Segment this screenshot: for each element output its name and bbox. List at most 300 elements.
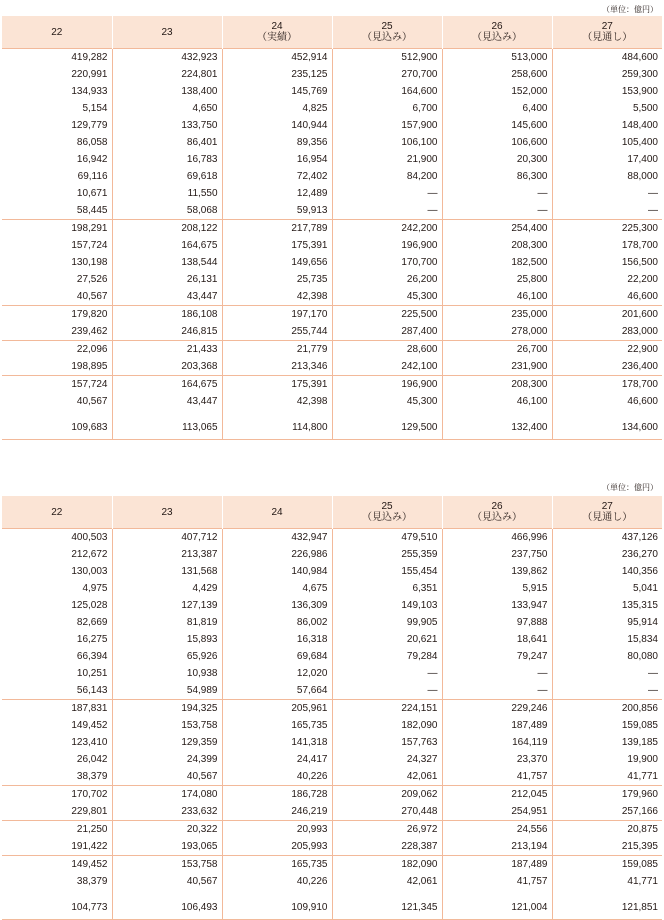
table-cell: 194,325 — [112, 700, 222, 718]
table-row — [2, 786, 662, 804]
table-cell: 4,975 — [82, 583, 108, 594]
table-row — [2, 202, 662, 220]
table-cell: 225,300 — [552, 220, 662, 238]
table-row — [2, 100, 662, 117]
table-cell: — — [332, 185, 442, 202]
table-row — [2, 700, 662, 718]
table-cell: 235,000 — [442, 306, 552, 324]
table-cell: 26,200 — [332, 271, 442, 288]
table-cell: — — [332, 665, 442, 682]
table-cell: 164,675 — [112, 376, 222, 394]
table-cell: 42,061 — [332, 873, 442, 890]
table-cell: 182,090 — [332, 717, 442, 734]
table-cell: 81,819 — [112, 614, 222, 631]
table-cell: 54,989 — [112, 682, 222, 700]
table-cell: — — [332, 202, 442, 220]
table-cell: 129,779 — [71, 120, 108, 131]
table-cell: 140,356 — [552, 563, 662, 580]
spacer-cell — [552, 410, 662, 417]
table-cell: 159,085 — [552, 856, 662, 874]
table-row — [2, 751, 662, 768]
table-cell: 186,108 — [112, 306, 222, 324]
table-cell: 130,003 — [71, 566, 108, 577]
table-cell: 191,422 — [71, 841, 108, 852]
table-cell: 132,400 — [442, 417, 552, 440]
table-cell: 42,398 — [222, 288, 332, 306]
table-cell: 26,131 — [112, 271, 222, 288]
column-header-27 — [552, 496, 662, 529]
table-row — [2, 66, 662, 83]
table-cell: 259,300 — [552, 66, 662, 83]
table-cell: 127,139 — [112, 597, 222, 614]
table-cell: — — [442, 202, 552, 220]
table-cell: — — [332, 682, 442, 700]
table-cell: 208,122 — [112, 220, 222, 238]
header-year: 23 — [161, 506, 173, 518]
table-cell: 89,356 — [222, 134, 332, 151]
table-cell: 86,300 — [442, 168, 552, 185]
table-cell: 12,489 — [222, 185, 332, 202]
table-cell: 5,915 — [442, 580, 552, 597]
table-row — [2, 323, 662, 341]
table-cell: 86,002 — [222, 614, 332, 631]
table-cell: 41,757 — [442, 768, 552, 786]
table-cell: 82,669 — [76, 617, 108, 628]
table-cell: 20,875 — [552, 821, 662, 839]
table-cell: 28,600 — [332, 341, 442, 359]
table-cell: 21,779 — [222, 341, 332, 359]
table-cell: 138,544 — [112, 254, 222, 271]
table-cell: 131,568 — [112, 563, 222, 580]
table-cell: 407,712 — [112, 529, 222, 547]
table-cell: 157,724 — [2, 376, 112, 394]
spacer-cell — [552, 890, 662, 897]
column-header-26 — [442, 496, 552, 529]
table-cell: 5,041 — [552, 580, 662, 597]
table-cell: 26,700 — [442, 341, 552, 359]
table-cell: 109,910 — [222, 897, 332, 920]
table-cell: 133,947 — [442, 597, 552, 614]
spacer-cell — [112, 410, 222, 417]
table-cell: 16,942 — [76, 154, 108, 165]
table-cell: 21,433 — [112, 341, 222, 359]
table-cell: 69,618 — [112, 168, 222, 185]
table-cell: 45,300 — [332, 288, 442, 306]
header-year: 24 — [271, 506, 283, 518]
table-row — [2, 168, 662, 185]
table-cell: 21,250 — [2, 821, 112, 839]
table-cell: 106,100 — [332, 134, 442, 151]
table-row — [2, 376, 662, 394]
table-cell: 149,103 — [332, 597, 442, 614]
table-cell: 231,900 — [442, 358, 552, 376]
table-cell: 233,632 — [112, 803, 222, 821]
table-cell: 187,831 — [2, 700, 112, 718]
table-row — [2, 665, 662, 682]
header-note: （見込み） — [472, 512, 522, 523]
table-cell: 109,683 — [71, 422, 108, 433]
table-cell: 57,664 — [222, 682, 332, 700]
table-cell: 484,600 — [552, 49, 662, 67]
table-cell: 6,351 — [332, 580, 442, 597]
spacer-cell — [2, 410, 112, 417]
table-cell: 246,815 — [112, 323, 222, 341]
table-cell: 479,510 — [332, 529, 442, 547]
table-cell: 220,991 — [71, 69, 108, 80]
table-cell: 196,900 — [332, 376, 442, 394]
header-year: 25 — [381, 501, 393, 512]
table-cell: 18,641 — [442, 631, 552, 648]
table-cell: 224,151 — [332, 700, 442, 718]
table-cell: 149,656 — [222, 254, 332, 271]
header-year: 25 — [381, 21, 393, 32]
table-cell: 79,284 — [332, 648, 442, 665]
table-cell: 56,143 — [76, 685, 108, 696]
unit-label-1: （単位：億円） — [602, 5, 658, 14]
table-cell: 164,600 — [332, 83, 442, 100]
column-header-27 — [552, 16, 662, 49]
table-cell: 400,503 — [71, 532, 108, 543]
header-note: （見通し） — [582, 512, 633, 523]
spacer-cell — [332, 410, 442, 417]
table-cell: 11,550 — [112, 185, 222, 202]
table-cell: 69,116 — [77, 171, 108, 182]
table-cell: 97,888 — [442, 614, 552, 631]
table-cell: 196,900 — [332, 237, 442, 254]
table-cell: 164,119 — [442, 734, 552, 751]
table-cell: 5,500 — [552, 100, 662, 117]
table-cell: 242,200 — [332, 220, 442, 238]
spacer-cell — [112, 890, 222, 897]
table-cell: 179,960 — [552, 786, 662, 804]
table-cell: 106,600 — [442, 134, 552, 151]
table-cell: 40,226 — [222, 873, 332, 890]
table-cell: 21,900 — [332, 151, 442, 168]
table-cell: 278,000 — [442, 323, 552, 341]
table-cell: 38,379 — [76, 876, 108, 887]
table-row — [2, 306, 662, 324]
table-cell: 148,400 — [552, 117, 662, 134]
table-cell: 200,856 — [552, 700, 662, 718]
table-cell: 139,862 — [442, 563, 552, 580]
table-cell: 45,300 — [332, 393, 442, 410]
table-row — [2, 648, 662, 665]
spacer-cell — [442, 410, 552, 417]
table-cell: 283,000 — [552, 323, 662, 341]
table-cell: 149,452 — [2, 856, 112, 874]
spacer-row — [2, 410, 662, 417]
table-cell: 236,270 — [552, 546, 662, 563]
table-cell: 213,346 — [222, 358, 332, 376]
table-cell: 170,702 — [2, 786, 112, 804]
table-cell: — — [442, 682, 552, 700]
column-header-24 — [222, 496, 332, 529]
table-cell: 156,500 — [552, 254, 662, 271]
spacer-cell — [332, 890, 442, 897]
table-cell: 174,080 — [112, 786, 222, 804]
table-cell: 246,219 — [222, 803, 332, 821]
table-cell: 145,600 — [442, 117, 552, 134]
table-cell: 258,600 — [442, 66, 552, 83]
table-cell: 15,834 — [552, 631, 662, 648]
table-cell: 22,096 — [2, 341, 112, 359]
table-row — [2, 873, 662, 890]
column-header-23 — [112, 16, 222, 49]
header-year: 26 — [491, 21, 503, 32]
table-cell: 6,700 — [332, 100, 442, 117]
table-cell: 40,567 — [76, 291, 108, 302]
table-cell: 69,684 — [222, 648, 332, 665]
table-cell: 20,322 — [112, 821, 222, 839]
table-cell: 24,399 — [112, 751, 222, 768]
table-row — [2, 821, 662, 839]
table-cell: 140,984 — [222, 563, 332, 580]
table-cell: 155,454 — [332, 563, 442, 580]
table-cell: 40,567 — [76, 396, 108, 407]
table-cell: 257,166 — [552, 803, 662, 821]
table-row — [2, 856, 662, 874]
table-cell: 134,600 — [552, 417, 662, 440]
table-cell: 15,893 — [112, 631, 222, 648]
table-cell: 205,993 — [222, 838, 332, 856]
table-cell: 235,125 — [222, 66, 332, 83]
table-cell: 16,783 — [112, 151, 222, 168]
header-row — [2, 16, 662, 49]
table-row — [2, 49, 662, 67]
table-row — [2, 288, 662, 306]
table-cell: 225,500 — [332, 306, 442, 324]
table-cell: 140,944 — [222, 117, 332, 134]
column-header-22 — [2, 496, 112, 529]
table-cell: 157,724 — [71, 240, 108, 251]
table-cell: 153,900 — [552, 83, 662, 100]
table-cell: 80,080 — [552, 648, 662, 665]
table-cell: 145,769 — [222, 83, 332, 100]
table-cell: 208,300 — [442, 376, 552, 394]
header-year: 27 — [601, 501, 613, 512]
table-cell: 41,771 — [552, 768, 662, 786]
table-cell: 41,771 — [552, 873, 662, 890]
table-cell: 226,986 — [222, 546, 332, 563]
table-row — [2, 563, 662, 580]
table-cell: 125,028 — [71, 600, 108, 611]
table-row — [2, 546, 662, 563]
table-cell: 58,445 — [76, 205, 108, 216]
table-cell: 130,198 — [71, 257, 108, 268]
table-cell: 179,820 — [2, 306, 112, 324]
table-cell: 182,500 — [442, 254, 552, 271]
table-row — [2, 341, 662, 359]
header-note: （見通し） — [582, 32, 633, 43]
column-header-23 — [112, 496, 222, 529]
table-cell: 129,500 — [332, 417, 442, 440]
table-cell: — — [552, 185, 662, 202]
table-row — [2, 580, 662, 597]
table-row — [2, 117, 662, 134]
table-row — [2, 897, 662, 920]
table-cell: 229,246 — [442, 700, 552, 718]
table-cell: 4,675 — [222, 580, 332, 597]
table-cell: 20,621 — [332, 631, 442, 648]
table-cell: 212,672 — [71, 549, 108, 560]
table-cell: 4,650 — [112, 100, 222, 117]
table-cell: 43,447 — [112, 393, 222, 410]
table-cell: 27,526 — [76, 274, 108, 285]
table-row — [2, 682, 662, 700]
table-cell: 24,556 — [442, 821, 552, 839]
table-cell: 213,194 — [442, 838, 552, 856]
table-cell: 26,042 — [76, 754, 108, 765]
table-cell: 46,100 — [442, 393, 552, 410]
table-row — [2, 803, 662, 821]
table-cell: 25,800 — [442, 271, 552, 288]
column-header-22 — [2, 16, 112, 49]
table-cell: 46,100 — [442, 288, 552, 306]
table-row — [2, 734, 662, 751]
table-cell: 212,045 — [442, 786, 552, 804]
table-cell: 105,400 — [552, 134, 662, 151]
table-cell: 106,493 — [112, 897, 222, 920]
table-row — [2, 134, 662, 151]
table-cell: 121,004 — [442, 897, 552, 920]
table-cell: 141,318 — [222, 734, 332, 751]
spacer-cell — [222, 410, 332, 417]
table-cell: 24,417 — [222, 751, 332, 768]
table-cell: 186,728 — [222, 786, 332, 804]
table-cell: 135,315 — [552, 597, 662, 614]
table-cell: 229,801 — [71, 806, 108, 817]
table-cell: — — [552, 682, 662, 700]
table-cell: 437,126 — [552, 529, 662, 547]
table-cell: 270,448 — [332, 803, 442, 821]
table-cell: 113,065 — [112, 417, 222, 440]
table-cell: 153,758 — [112, 856, 222, 874]
table-cell: 239,462 — [71, 326, 108, 337]
table-cell: 237,750 — [442, 546, 552, 563]
table-cell: 152,000 — [442, 83, 552, 100]
table-cell: 255,359 — [332, 546, 442, 563]
column-header-26 — [442, 16, 552, 49]
header-note: （見込み） — [362, 512, 412, 523]
table-cell: 16,318 — [222, 631, 332, 648]
table-cell: 175,391 — [222, 237, 332, 254]
data-table-1 — [2, 16, 662, 440]
table-cell: 175,391 — [222, 376, 332, 394]
table-cell: 213,387 — [112, 546, 222, 563]
table-cell: 187,489 — [442, 717, 552, 734]
table-cell: 139,185 — [552, 734, 662, 751]
unit-label-2: （単位：億円） — [602, 483, 658, 492]
table-cell: 187,489 — [442, 856, 552, 874]
table-row — [2, 631, 662, 648]
spacer-row — [2, 890, 662, 897]
table-cell: 26,972 — [332, 821, 442, 839]
table-cell: 512,900 — [332, 49, 442, 67]
table-cell: 287,400 — [332, 323, 442, 341]
table-cell: 10,251 — [76, 668, 108, 679]
table-cell: 178,700 — [552, 376, 662, 394]
table-cell: 254,400 — [442, 220, 552, 238]
data-table-2 — [2, 496, 662, 920]
table-cell: 197,170 — [222, 306, 332, 324]
table-cell: 157,763 — [332, 734, 442, 751]
table-cell: 46,600 — [552, 393, 662, 410]
table-cell: 22,900 — [552, 341, 662, 359]
table-cell: 123,410 — [71, 737, 108, 748]
table-cell: 84,200 — [332, 168, 442, 185]
spacer-cell — [442, 890, 552, 897]
table-row — [2, 717, 662, 734]
table-cell: 182,090 — [332, 856, 442, 874]
table-cell: 10,938 — [112, 665, 222, 682]
table-cell: 38,379 — [76, 771, 108, 782]
table-cell: 41,757 — [442, 873, 552, 890]
table-cell: 40,567 — [112, 768, 222, 786]
table-cell: 170,700 — [332, 254, 442, 271]
table-cell: 25,735 — [222, 271, 332, 288]
table-cell: 203,368 — [112, 358, 222, 376]
table-cell: 198,291 — [2, 220, 112, 238]
table-cell: 79,247 — [442, 648, 552, 665]
table-cell: 40,226 — [222, 768, 332, 786]
table-cell: 419,282 — [71, 52, 108, 63]
table-cell: 129,359 — [112, 734, 222, 751]
table-cell: 270,700 — [332, 66, 442, 83]
header-year: 27 — [601, 21, 613, 32]
table-cell: — — [442, 185, 552, 202]
table-cell: 23,370 — [442, 751, 552, 768]
table-cell: 224,801 — [112, 66, 222, 83]
table-cell: 99,905 — [332, 614, 442, 631]
table-cell: 40,567 — [112, 873, 222, 890]
table-cell: 16,275 — [76, 634, 108, 645]
table-cell: 12,020 — [222, 665, 332, 682]
header-note: （見込み） — [472, 32, 522, 43]
table-row — [2, 185, 662, 202]
table-cell: 193,065 — [112, 838, 222, 856]
table-cell: 114,800 — [222, 417, 332, 440]
table-cell: 72,402 — [222, 168, 332, 185]
column-header-25 — [332, 16, 442, 49]
header-year: 22 — [51, 506, 63, 518]
table-cell: 16,954 — [222, 151, 332, 168]
table-cell: — — [552, 665, 662, 682]
table-cell: 121,851 — [552, 897, 662, 920]
spacer-cell — [2, 890, 112, 897]
table-row — [2, 417, 662, 440]
table-cell: 58,068 — [112, 202, 222, 220]
table-cell: 255,744 — [222, 323, 332, 341]
table-row — [2, 838, 662, 856]
table-cell: 165,735 — [222, 856, 332, 874]
table-cell: 4,825 — [222, 100, 332, 117]
table-cell: 236,400 — [552, 358, 662, 376]
header-note: （実績） — [257, 32, 297, 43]
table-cell: 138,400 — [112, 83, 222, 100]
table-cell: 86,401 — [112, 134, 222, 151]
table-cell: 42,061 — [332, 768, 442, 786]
table-cell: 5,154 — [82, 103, 108, 114]
table-cell: 228,387 — [332, 838, 442, 856]
spacer-cell — [222, 890, 332, 897]
table-cell: 208,300 — [442, 237, 552, 254]
table-cell: 19,900 — [552, 751, 662, 768]
table-cell: 432,923 — [112, 49, 222, 67]
table-cell: 20,993 — [222, 821, 332, 839]
table-cell: 164,675 — [112, 237, 222, 254]
table-cell: — — [552, 202, 662, 220]
table-cell: 136,309 — [222, 597, 332, 614]
